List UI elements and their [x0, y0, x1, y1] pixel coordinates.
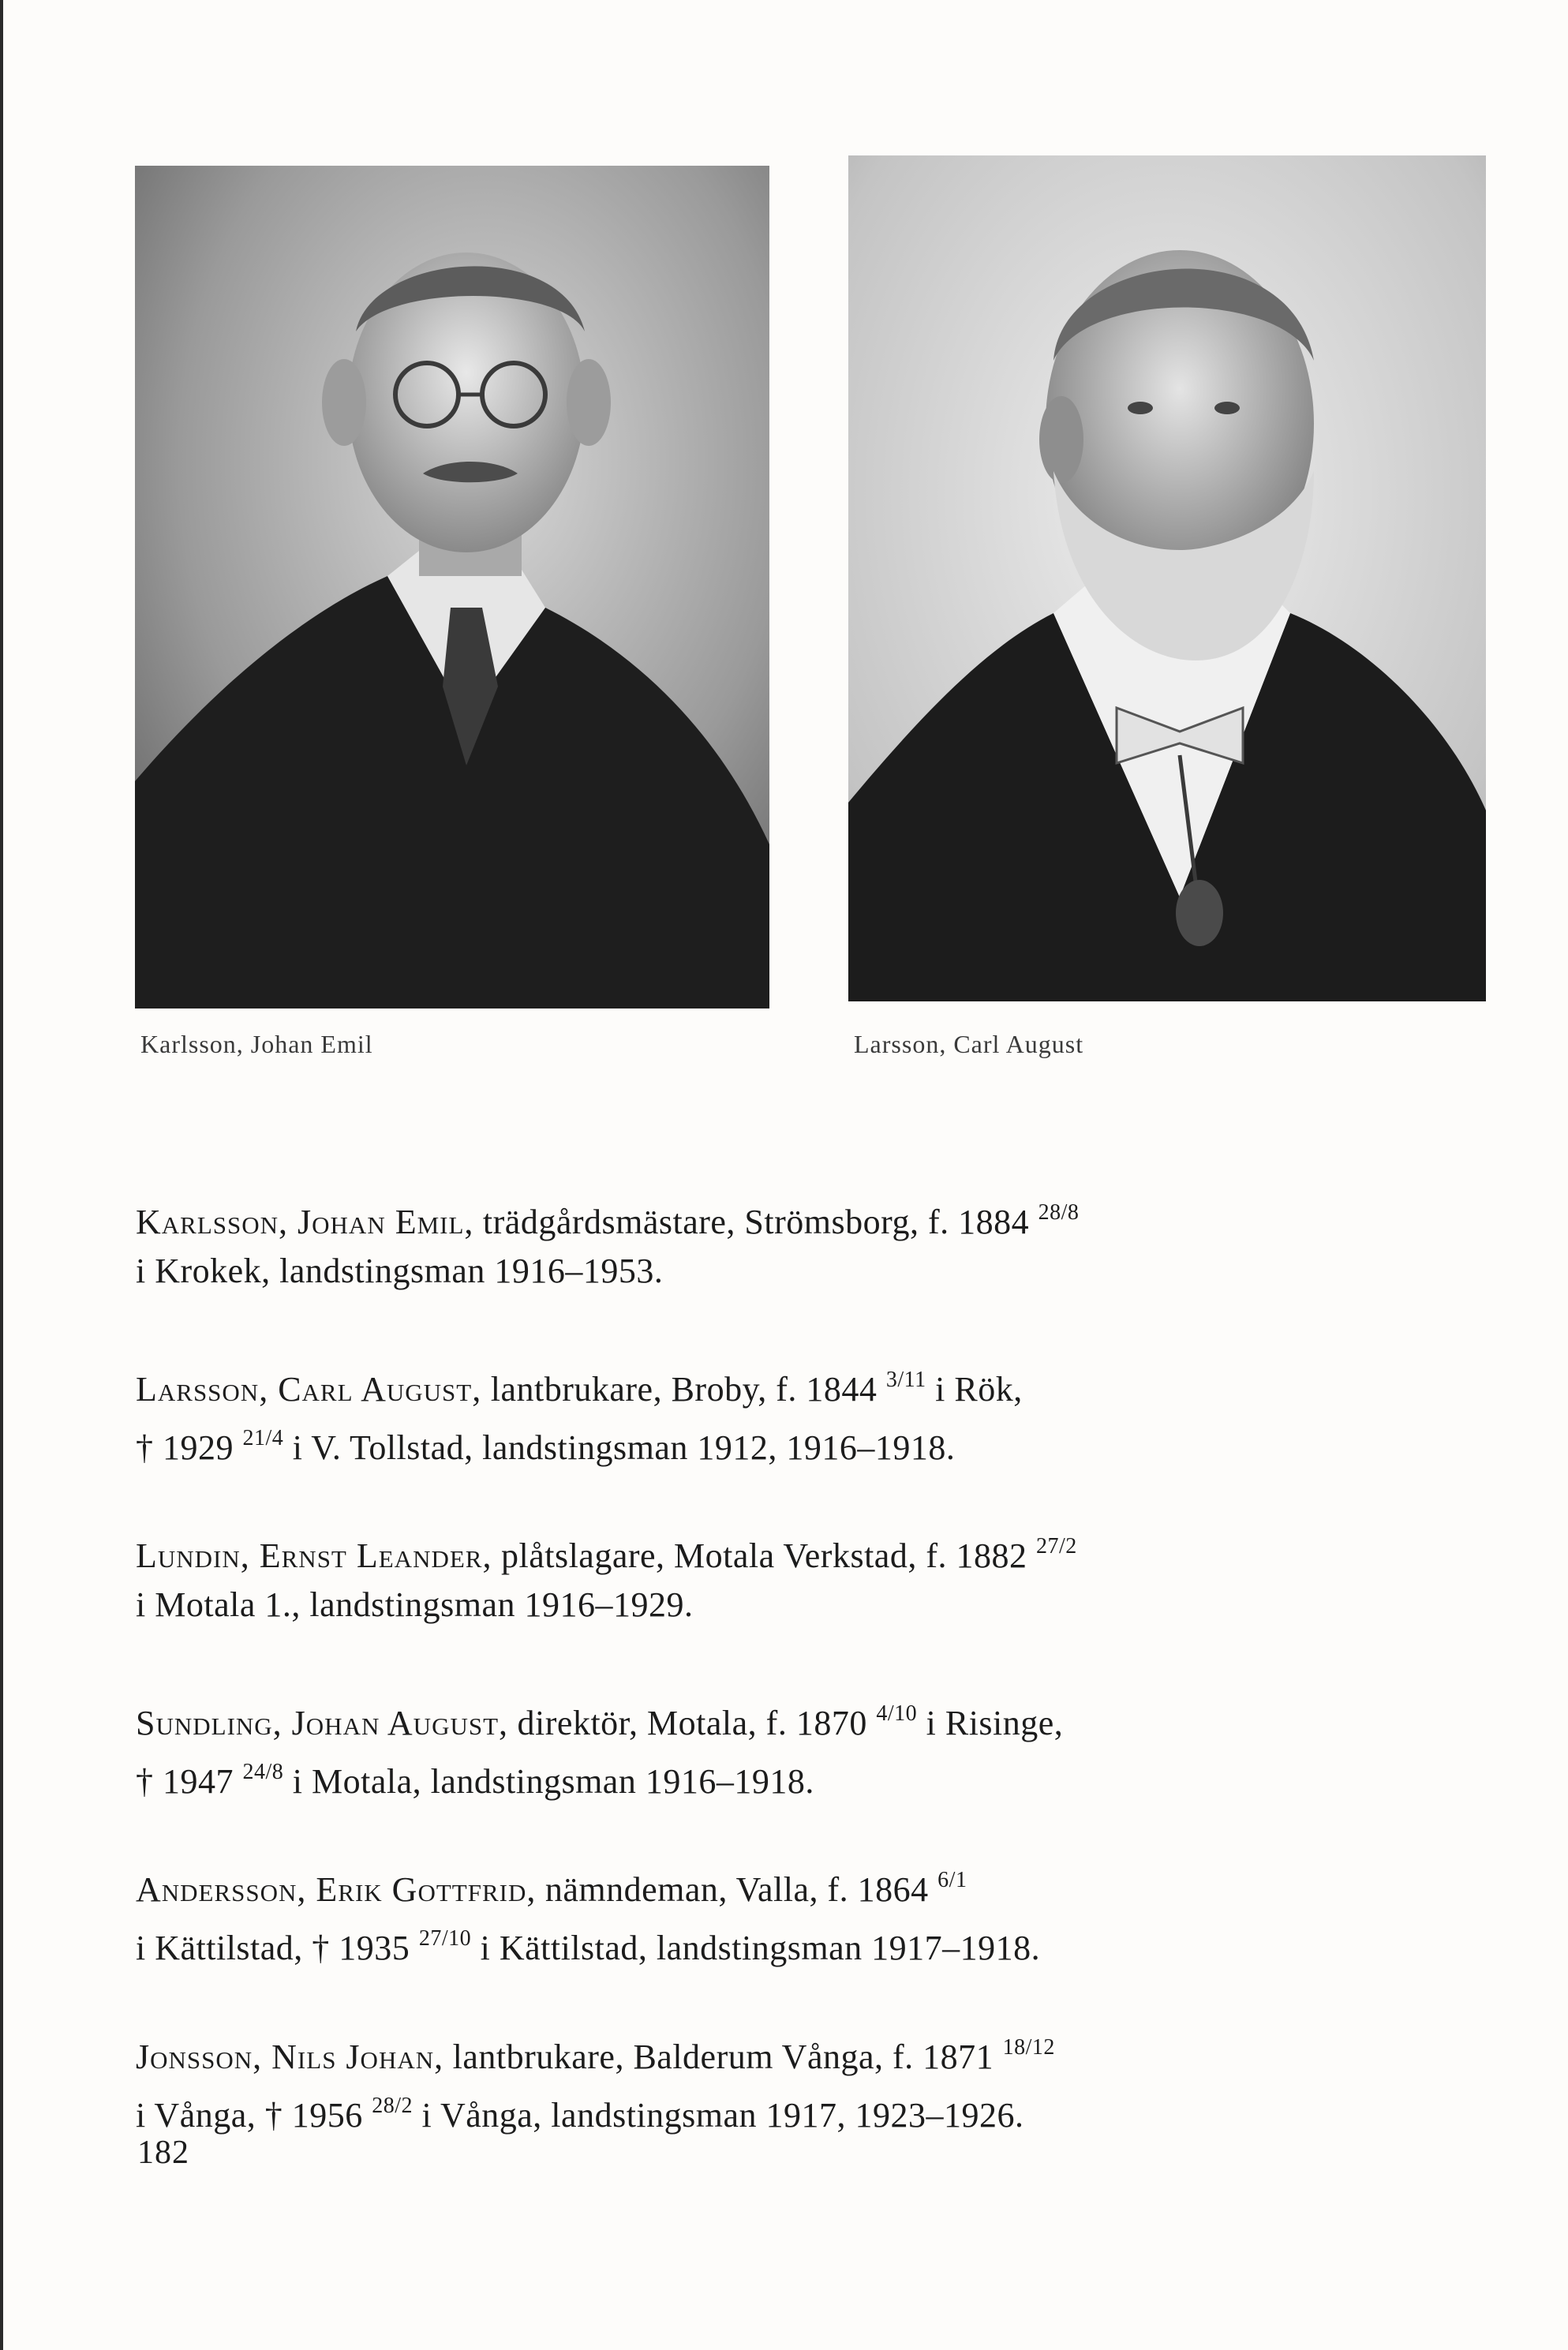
- entry-text: † 1929: [136, 1428, 243, 1467]
- entry-date-fraction: 4/10: [876, 1701, 918, 1726]
- entry-date-fraction: 27/10: [418, 1926, 472, 1951]
- entry-name: Sundling, Johan August,: [136, 1704, 509, 1742]
- entry-date-fraction: 24/8: [242, 1760, 284, 1784]
- entry-text: † 1947: [136, 1762, 243, 1801]
- biography-entry: [136, 2023, 1193, 2140]
- entry-text: i Motala, landstingsman 1916–1918.: [283, 1762, 814, 1801]
- entry-text: i Risinge,: [917, 1704, 1064, 1742]
- entry-text: plåtslagare, Motala Verkstad, f. 1882: [492, 1536, 1036, 1575]
- entry-name: Lundin, Ernst Leander,: [136, 1536, 492, 1575]
- page-number: 182: [137, 2135, 189, 2171]
- entry-date-fraction: 28/2: [372, 2094, 414, 2118]
- entry-date-fraction: 27/2: [1035, 1534, 1077, 1559]
- entry-text: lantbrukare, Broby, f. 1844: [481, 1370, 886, 1409]
- entry-text: direktör, Motala, f. 1870: [508, 1704, 877, 1742]
- portrait-caption-karlsson: Karlsson, Johan Emil: [140, 1030, 373, 1058]
- entry-text: trädgårdsmästare, Strömsborg, f. 1884: [473, 1203, 1038, 1241]
- portrait-photo-karlsson: [135, 166, 769, 1008]
- entry-text: i Motala 1., landstingsman 1916–1929.: [136, 1585, 694, 1624]
- entry-date-fraction: 6/1: [937, 1868, 967, 1892]
- entry-date-fraction: 28/8: [1038, 1200, 1080, 1225]
- entry-name: Larsson, Carl August,: [136, 1370, 482, 1409]
- entry-date-fraction: 18/12: [1002, 2035, 1055, 2060]
- biography-entry: [136, 1856, 1193, 1973]
- biography-entry: [136, 1356, 1193, 1472]
- entry-date-fraction: 21/4: [242, 1426, 284, 1450]
- entry-name: Jonsson, Nils Johan,: [136, 2038, 444, 2076]
- entry-text: i Vånga, † 1956: [136, 2096, 372, 2135]
- portrait-photo-larsson: [848, 155, 1486, 1001]
- entry-name: Karlsson, Johan Emil,: [136, 1203, 474, 1241]
- entry-text: i Vånga, landstingsman 1917, 1923–1926.: [413, 2096, 1024, 2135]
- entry-name: Andersson, Erik Gottfrid,: [136, 1870, 537, 1909]
- entry-date-fraction: 3/11: [885, 1368, 926, 1392]
- biography-entry: [136, 1522, 1193, 1630]
- biography-entry: [136, 1188, 1193, 1296]
- entry-text: i Kättilstad, † 1935: [136, 1929, 419, 1967]
- entry-text: i Kättilstad, landstingsman 1917–1918.: [471, 1929, 1041, 1967]
- entry-text: i Krokek, landstingsman 1916–1953.: [136, 1252, 664, 1290]
- entry-text: nämndeman, Valla, f. 1864: [536, 1870, 938, 1909]
- biography-entry: [136, 1690, 1193, 1806]
- entry-text: i V. Tollstad, landstingsman 1912, 1916–1918.: [283, 1428, 956, 1467]
- entry-text: lantbrukare, Balderum Vånga, f. 1871: [443, 2038, 1003, 2076]
- portrait-caption-larsson: Larsson, Carl August: [854, 1030, 1084, 1058]
- entry-text: i Rök,: [926, 1370, 1023, 1409]
